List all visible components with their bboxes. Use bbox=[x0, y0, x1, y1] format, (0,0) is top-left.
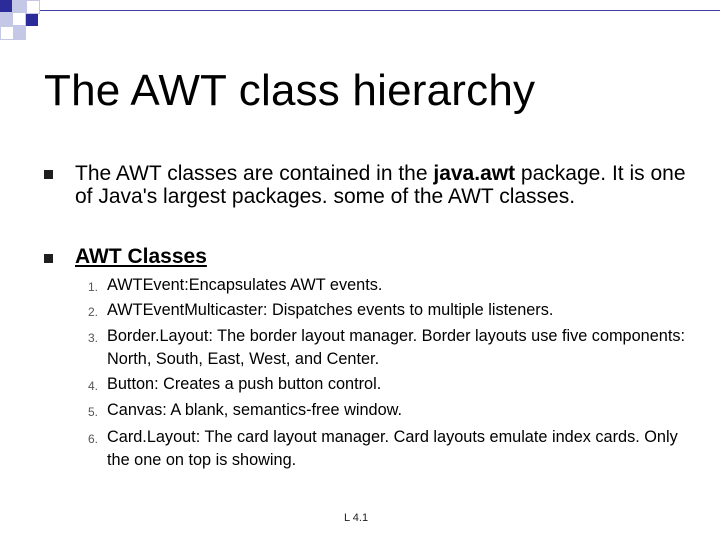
slide-title: The AWT class hierarchy bbox=[44, 66, 536, 115]
item-number: 4. bbox=[87, 379, 98, 393]
bullet-marker bbox=[44, 254, 53, 263]
list-item: Card.Layout: The card layout manager. Card layouts emulate index cards. Only the one on top is showing. bbox=[107, 428, 678, 469]
list-item: Border.Layout: The border layout manager. Border layouts use five components: North, South, East, West, and Center. bbox=[107, 327, 686, 368]
bullet-text-1: The AWT classes are contained in the java.awt package. It is one of Java's largest packages. some of the AWT classes. bbox=[75, 162, 686, 208]
item-number: 6. bbox=[87, 432, 98, 446]
list-item: AWTEventMulticaster: Dispatches events to multiple listeners. bbox=[107, 301, 554, 319]
bullet-text-2: AWT Classes bbox=[75, 245, 207, 268]
header-rule bbox=[40, 10, 720, 11]
list-item: Button: Creates a push button control. bbox=[107, 375, 382, 393]
bullet-marker bbox=[44, 170, 53, 179]
item-number: 3. bbox=[87, 331, 98, 345]
slide-footer: L 4.1 bbox=[344, 512, 369, 524]
item-number: 1. bbox=[87, 280, 98, 294]
item-number: 5. bbox=[87, 405, 98, 419]
list-item: AWTEvent:Encapsulates AWT events. bbox=[107, 276, 383, 294]
package-name: java.awt bbox=[433, 162, 516, 185]
list-item: Canvas: A blank, semantics-free window. bbox=[107, 401, 403, 419]
item-number: 2. bbox=[87, 305, 98, 319]
